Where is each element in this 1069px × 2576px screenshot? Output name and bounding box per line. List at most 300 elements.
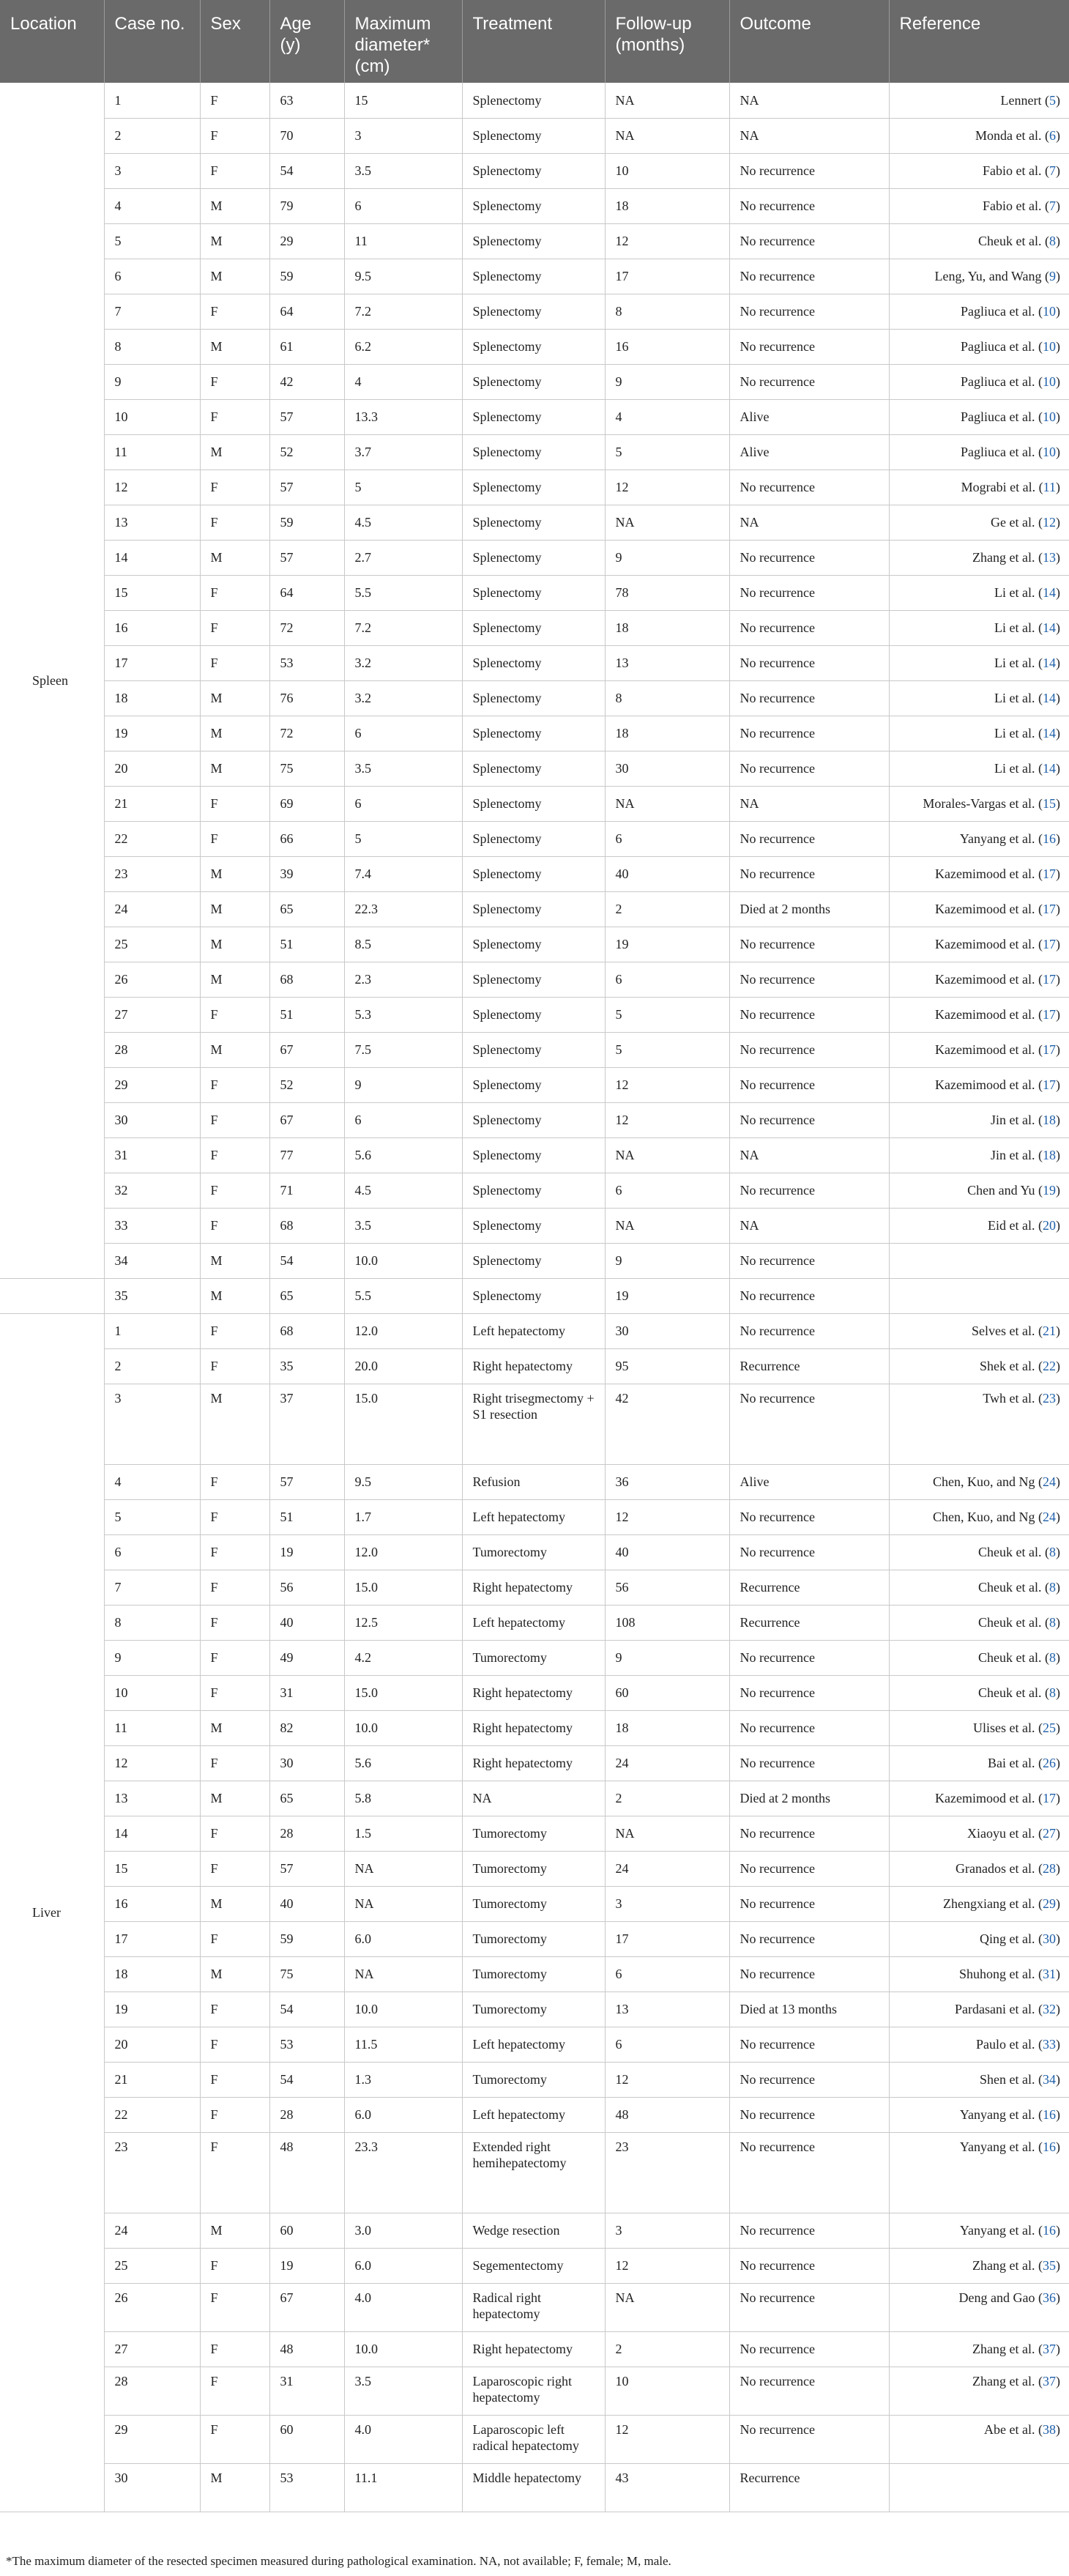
- age-cell: 51: [269, 1499, 344, 1534]
- sex-cell: M: [200, 434, 269, 469]
- reference-link[interactable]: 14: [1043, 691, 1056, 705]
- reference-link[interactable]: 11: [1043, 480, 1056, 494]
- treatment-cell: Splenectomy: [462, 1067, 605, 1102]
- outcome-cell: No recurrence: [729, 540, 889, 575]
- treatment-cell: Splenectomy: [462, 680, 605, 716]
- treatment-cell: Right hepatectomy: [462, 1675, 605, 1710]
- case-no-cell: 5: [104, 223, 200, 259]
- case-no-cell: 10: [104, 1675, 200, 1710]
- age-cell: 68: [269, 1208, 344, 1243]
- follow-up-cell: 6: [605, 1173, 729, 1208]
- header-follow-up: Follow-up (months): [605, 0, 729, 83]
- case-no-cell: 6: [104, 1534, 200, 1570]
- outcome-cell: NA: [729, 1208, 889, 1243]
- diameter-cell: 5: [344, 821, 462, 856]
- reference-link[interactable]: 37: [1043, 2342, 1056, 2356]
- age-cell: 30: [269, 1745, 344, 1781]
- reference-link[interactable]: 16: [1043, 831, 1056, 846]
- reference-link[interactable]: 8: [1049, 1580, 1056, 1595]
- case-no-cell: 31: [104, 1137, 200, 1173]
- diameter-cell: 6: [344, 716, 462, 751]
- treatment-cell: Splenectomy: [462, 610, 605, 645]
- follow-up-cell: NA: [605, 505, 729, 540]
- case-no-cell: 16: [104, 610, 200, 645]
- age-cell: 54: [269, 2062, 344, 2097]
- reference-link[interactable]: 7: [1049, 163, 1056, 178]
- outcome-cell: No recurrence: [729, 364, 889, 399]
- age-cell: 57: [269, 1851, 344, 1886]
- diameter-cell: 3.2: [344, 680, 462, 716]
- reference-link[interactable]: 18: [1043, 1113, 1056, 1127]
- follow-up-cell: 9: [605, 540, 729, 575]
- reference-link[interactable]: 10: [1043, 445, 1056, 459]
- reference-link[interactable]: 28: [1043, 1861, 1056, 1876]
- sex-cell: M: [200, 329, 269, 364]
- sex-cell: F: [200, 2415, 269, 2463]
- diameter-cell: 5.6: [344, 1745, 462, 1781]
- treatment-cell: Left hepatectomy: [462, 1605, 605, 1640]
- follow-up-cell: 18: [605, 716, 729, 751]
- table-row: [0, 856, 1069, 891]
- reference-author: Li et al.: [994, 585, 1035, 600]
- reference-author: Chen and Yu: [967, 1183, 1035, 1198]
- diameter-cell: 3.0: [344, 2213, 462, 2248]
- sex-cell: F: [200, 469, 269, 505]
- treatment-cell: Right trisegmectomy + S1 resection: [462, 1384, 605, 1464]
- sex-cell: F: [200, 1921, 269, 1956]
- reference-link[interactable]: 14: [1043, 761, 1056, 776]
- reference-link[interactable]: 27: [1043, 1826, 1056, 1841]
- outcome-cell: No recurrence: [729, 821, 889, 856]
- sex-cell: F: [200, 1137, 269, 1173]
- sex-cell: F: [200, 1605, 269, 1640]
- reference-cell: Bai et al. (26): [889, 1745, 1069, 1781]
- table-row: [0, 2331, 1069, 2367]
- reference-author: Lennert: [1000, 92, 1042, 108]
- diameter-cell: 4: [344, 364, 462, 399]
- case-no-cell: 30: [104, 1102, 200, 1137]
- case-no-cell: 25: [104, 2248, 200, 2283]
- outcome-cell: No recurrence: [729, 2097, 889, 2132]
- sex-cell: F: [200, 1851, 269, 1886]
- treatment-cell: Splenectomy: [462, 505, 605, 540]
- reference-link[interactable]: 34: [1043, 2072, 1056, 2087]
- diameter-cell: 2.3: [344, 962, 462, 997]
- diameter-cell: 12.0: [344, 1534, 462, 1570]
- table-row: [0, 1067, 1069, 1102]
- treatment-cell: Splenectomy: [462, 1243, 605, 1278]
- table-row: [0, 1921, 1069, 1956]
- reference-link[interactable]: 17: [1043, 1791, 1056, 1805]
- reference-author: Kazemimood et al.: [935, 972, 1035, 987]
- follow-up-cell: 17: [605, 1921, 729, 1956]
- table-row: [0, 1348, 1069, 1384]
- reference-link[interactable]: 23: [1043, 1390, 1056, 1406]
- reference-cell: Cheuk et al. (8): [889, 223, 1069, 259]
- table-row: [0, 1675, 1069, 1710]
- sex-cell: F: [200, 294, 269, 329]
- reference-cell: Yanyang et al. (16): [889, 2132, 1069, 2213]
- sex-cell: F: [200, 2331, 269, 2367]
- diameter-cell: 22.3: [344, 891, 462, 927]
- reference-link[interactable]: 17: [1043, 902, 1056, 916]
- outcome-cell: NA: [729, 118, 889, 153]
- treatment-cell: Splenectomy: [462, 821, 605, 856]
- reference-link[interactable]: 29: [1043, 1896, 1056, 1911]
- reference-link[interactable]: 9: [1049, 269, 1056, 283]
- age-cell: 40: [269, 1605, 344, 1640]
- reference-author: Kazemimood et al.: [935, 1042, 1035, 1057]
- table-row: [0, 2283, 1069, 2331]
- table-row: [0, 2097, 1069, 2132]
- reference-link[interactable]: 17: [1043, 1077, 1056, 1092]
- diameter-cell: 11.5: [344, 2027, 462, 2062]
- reference-cell: Pagliuca et al. (10): [889, 329, 1069, 364]
- treatment-cell: Left hepatectomy: [462, 2027, 605, 2062]
- reference-cell: Selves et al. (21): [889, 1313, 1069, 1348]
- treatment-cell: Splenectomy: [462, 1208, 605, 1243]
- sex-cell: F: [200, 2248, 269, 2283]
- sex-cell: M: [200, 927, 269, 962]
- reference-cell: Eid et al. (20): [889, 1208, 1069, 1243]
- table-row: [0, 1886, 1069, 1921]
- reference-author: Kazemimood et al.: [935, 902, 1035, 916]
- reference-link[interactable]: 12: [1043, 515, 1056, 530]
- reference-cell: Granados et al. (28): [889, 1851, 1069, 1886]
- location-cell: [0, 1278, 104, 1313]
- sex-cell: F: [200, 1348, 269, 1384]
- outcome-cell: No recurrence: [729, 645, 889, 680]
- age-cell: 53: [269, 2027, 344, 2062]
- diameter-cell: 5.3: [344, 997, 462, 1032]
- reference-link[interactable]: 8: [1049, 1650, 1056, 1665]
- diameter-cell: 10.0: [344, 1992, 462, 2027]
- age-cell: 40: [269, 1886, 344, 1921]
- reference-author: Zhang et al.: [972, 2258, 1035, 2273]
- age-cell: 48: [269, 2331, 344, 2367]
- reference-author: Jin et al.: [991, 1113, 1035, 1127]
- case-no-cell: 30: [104, 2463, 200, 2512]
- age-cell: 67: [269, 1102, 344, 1137]
- follow-up-cell: 5: [605, 997, 729, 1032]
- follow-up-cell: 6: [605, 2027, 729, 2062]
- reference-link[interactable]: 21: [1043, 1324, 1056, 1338]
- treatment-cell: Splenectomy: [462, 997, 605, 1032]
- sex-cell: M: [200, 1886, 269, 1921]
- diameter-cell: 10.0: [344, 1243, 462, 1278]
- table-row: [0, 575, 1069, 610]
- reference-link[interactable]: 38: [1043, 2421, 1056, 2437]
- case-no-cell: 11: [104, 434, 200, 469]
- reference-link[interactable]: 14: [1043, 585, 1056, 600]
- table-row: [0, 399, 1069, 434]
- outcome-cell: Recurrence: [729, 1570, 889, 1605]
- outcome-cell: No recurrence: [729, 188, 889, 223]
- age-cell: 28: [269, 1816, 344, 1851]
- table-row: [0, 2062, 1069, 2097]
- reference-cell: Li et al. (14): [889, 645, 1069, 680]
- reference-cell: [889, 1278, 1069, 1313]
- diameter-cell: 5: [344, 469, 462, 505]
- reference-author: Li et al.: [994, 761, 1035, 776]
- diameter-cell: 11: [344, 223, 462, 259]
- case-no-cell: 27: [104, 997, 200, 1032]
- diameter-cell: 3.5: [344, 2367, 462, 2415]
- age-cell: 52: [269, 434, 344, 469]
- reference-cell: Li et al. (14): [889, 716, 1069, 751]
- reference-link[interactable]: 32: [1043, 2002, 1056, 2016]
- table-row: [0, 1816, 1069, 1851]
- reference-link[interactable]: 16: [1043, 2139, 1056, 2154]
- reference-link[interactable]: 24: [1043, 1474, 1056, 1489]
- case-no-cell: 3: [104, 1384, 200, 1464]
- outcome-cell: Recurrence: [729, 1348, 889, 1384]
- reference-link[interactable]: 10: [1043, 409, 1056, 424]
- follow-up-cell: 30: [605, 1313, 729, 1348]
- reference-cell: Cheuk et al. (8): [889, 1570, 1069, 1605]
- diameter-cell: 6.0: [344, 2097, 462, 2132]
- case-no-cell: 1: [104, 83, 200, 118]
- age-cell: 75: [269, 751, 344, 786]
- age-cell: 53: [269, 645, 344, 680]
- age-cell: 39: [269, 856, 344, 891]
- reference-link[interactable]: 25: [1043, 1721, 1056, 1735]
- sex-cell: F: [200, 1745, 269, 1781]
- age-cell: 51: [269, 927, 344, 962]
- sex-cell: F: [200, 2097, 269, 2132]
- reference-link[interactable]: 16: [1043, 2107, 1056, 2122]
- follow-up-cell: 6: [605, 821, 729, 856]
- case-no-cell: 21: [104, 786, 200, 821]
- case-no-cell: 17: [104, 645, 200, 680]
- table-row: [0, 2367, 1069, 2415]
- table-row: [0, 680, 1069, 716]
- reference-cell: Jin et al. (18): [889, 1137, 1069, 1173]
- table-row: [0, 927, 1069, 962]
- treatment-cell: Right hepatectomy: [462, 2331, 605, 2367]
- reference-cell: Chen and Yu (19): [889, 1173, 1069, 1208]
- follow-up-cell: 12: [605, 2248, 729, 2283]
- table-row: [0, 1384, 1069, 1464]
- sex-cell: F: [200, 997, 269, 1032]
- reference-cell: Paulo et al. (33): [889, 2027, 1069, 2062]
- follow-up-cell: NA: [605, 83, 729, 118]
- reference-cell: Pagliuca et al. (10): [889, 399, 1069, 434]
- table-row: [0, 1781, 1069, 1816]
- reference-link[interactable]: 26: [1043, 1756, 1056, 1770]
- follow-up-cell: 12: [605, 1067, 729, 1102]
- reference-link[interactable]: 13: [1043, 550, 1056, 565]
- diameter-cell: 4.0: [344, 2415, 462, 2463]
- outcome-cell: No recurrence: [729, 153, 889, 188]
- reference-cell: Mograbi et al. (11): [889, 469, 1069, 505]
- treatment-cell: Splenectomy: [462, 891, 605, 927]
- sex-cell: M: [200, 1781, 269, 1816]
- follow-up-cell: NA: [605, 1137, 729, 1173]
- reference-author: Paulo et al.: [976, 2037, 1035, 2052]
- diameter-cell: 5.8: [344, 1781, 462, 1816]
- diameter-cell: 3: [344, 118, 462, 153]
- age-cell: 56: [269, 1570, 344, 1605]
- sex-cell: F: [200, 610, 269, 645]
- table-row: [0, 1173, 1069, 1208]
- reference-link[interactable]: 35: [1043, 2258, 1056, 2273]
- case-no-cell: 25: [104, 927, 200, 962]
- reference-link[interactable]: 14: [1043, 726, 1056, 740]
- case-no-cell: 16: [104, 1886, 200, 1921]
- case-no-cell: 13: [104, 505, 200, 540]
- table-row: [0, 259, 1069, 294]
- age-cell: 35: [269, 1348, 344, 1384]
- reference-link[interactable]: 24: [1043, 1510, 1056, 1524]
- reference-link[interactable]: 15: [1043, 796, 1056, 811]
- table-row: [0, 1851, 1069, 1886]
- reference-link[interactable]: 17: [1043, 937, 1056, 951]
- age-cell: 64: [269, 575, 344, 610]
- reference-link[interactable]: 10: [1043, 304, 1056, 319]
- diameter-cell: 15.0: [344, 1675, 462, 1710]
- table-row: [0, 997, 1069, 1032]
- age-cell: 57: [269, 540, 344, 575]
- case-no-cell: 33: [104, 1208, 200, 1243]
- follow-up-cell: 3: [605, 1886, 729, 1921]
- reference-link[interactable]: 8: [1049, 1685, 1056, 1700]
- treatment-cell: Tumorectomy: [462, 1886, 605, 1921]
- follow-up-cell: 12: [605, 2415, 729, 2463]
- table-row: [0, 153, 1069, 188]
- reference-link[interactable]: 6: [1049, 128, 1056, 143]
- treatment-cell: Splenectomy: [462, 716, 605, 751]
- reference-link[interactable]: 8: [1049, 234, 1056, 248]
- sex-cell: F: [200, 1640, 269, 1675]
- reference-link[interactable]: 16: [1043, 2223, 1056, 2238]
- reference-link[interactable]: 8: [1049, 1615, 1056, 1630]
- reference-author: Morales-Vargas et al.: [923, 796, 1035, 811]
- reference-link[interactable]: 14: [1043, 656, 1056, 670]
- case-no-cell: 20: [104, 2027, 200, 2062]
- reference-link[interactable]: 17: [1043, 1042, 1056, 1057]
- follow-up-cell: 6: [605, 962, 729, 997]
- reference-link[interactable]: 10: [1043, 374, 1056, 389]
- reference-link[interactable]: 37: [1043, 2373, 1056, 2388]
- reference-cell: Zhang et al. (13): [889, 540, 1069, 575]
- follow-up-cell: NA: [605, 2283, 729, 2331]
- outcome-cell: Recurrence: [729, 2463, 889, 2512]
- reference-link[interactable]: 18: [1043, 1148, 1056, 1162]
- table-row: [0, 1640, 1069, 1675]
- diameter-cell: 6: [344, 1102, 462, 1137]
- reference-link[interactable]: 14: [1043, 620, 1056, 635]
- follow-up-cell: NA: [605, 786, 729, 821]
- diameter-cell: 4.5: [344, 505, 462, 540]
- reference-link[interactable]: 17: [1043, 866, 1056, 881]
- outcome-cell: No recurrence: [729, 1243, 889, 1278]
- reference-link[interactable]: 7: [1049, 198, 1056, 213]
- sex-cell: F: [200, 1499, 269, 1534]
- outcome-cell: No recurrence: [729, 962, 889, 997]
- sex-cell: F: [200, 2132, 269, 2213]
- reference-cell: Xiaoyu et al. (27): [889, 1816, 1069, 1851]
- diameter-cell: 9: [344, 1067, 462, 1102]
- reference-link[interactable]: 10: [1043, 339, 1056, 354]
- diameter-cell: 1.7: [344, 1499, 462, 1534]
- diameter-cell: NA: [344, 1956, 462, 1992]
- sex-cell: M: [200, 540, 269, 575]
- reference-cell: Kazemimood et al. (17): [889, 997, 1069, 1032]
- sex-cell: F: [200, 1816, 269, 1851]
- table-row: [0, 2463, 1069, 2512]
- treatment-cell: Splenectomy: [462, 434, 605, 469]
- outcome-cell: No recurrence: [729, 469, 889, 505]
- outcome-cell: No recurrence: [729, 2062, 889, 2097]
- outcome-cell: No recurrence: [729, 575, 889, 610]
- reference-author: Pagliuca et al.: [961, 339, 1035, 354]
- follow-up-cell: 9: [605, 1243, 729, 1278]
- reference-link[interactable]: 19: [1043, 1183, 1056, 1198]
- reference-author: Bai et al.: [988, 1756, 1035, 1770]
- diameter-cell: 6.0: [344, 1921, 462, 1956]
- case-no-cell: 19: [104, 716, 200, 751]
- follow-up-cell: 43: [605, 2463, 729, 2512]
- treatment-cell: Splenectomy: [462, 1278, 605, 1313]
- sex-cell: M: [200, 1243, 269, 1278]
- age-cell: 72: [269, 716, 344, 751]
- case-no-cell: 29: [104, 1067, 200, 1102]
- case-no-cell: 9: [104, 364, 200, 399]
- sex-cell: F: [200, 1067, 269, 1102]
- reference-cell: Zhang et al. (37): [889, 2331, 1069, 2367]
- outcome-cell: No recurrence: [729, 2283, 889, 2331]
- reference-link[interactable]: 30: [1043, 1931, 1056, 1946]
- diameter-cell: 3.5: [344, 153, 462, 188]
- follow-up-cell: 10: [605, 2367, 729, 2415]
- reference-cell: Pagliuca et al. (10): [889, 294, 1069, 329]
- follow-up-cell: 12: [605, 2062, 729, 2097]
- treatment-cell: Splenectomy: [462, 927, 605, 962]
- treatment-cell: Splenectomy: [462, 1137, 605, 1173]
- reference-link[interactable]: 36: [1043, 2290, 1056, 2305]
- reference-link[interactable]: 17: [1043, 972, 1056, 987]
- reference-author: Kazemimood et al.: [935, 1007, 1035, 1022]
- outcome-cell: No recurrence: [729, 1675, 889, 1710]
- table-row: [0, 2415, 1069, 2463]
- age-cell: 70: [269, 118, 344, 153]
- reference-link[interactable]: 22: [1043, 1359, 1056, 1373]
- outcome-cell: No recurrence: [729, 1745, 889, 1781]
- age-cell: 72: [269, 610, 344, 645]
- follow-up-cell: 9: [605, 364, 729, 399]
- outcome-cell: No recurrence: [729, 2132, 889, 2213]
- follow-up-cell: 8: [605, 680, 729, 716]
- follow-up-cell: 18: [605, 188, 729, 223]
- sex-cell: F: [200, 153, 269, 188]
- age-cell: 59: [269, 259, 344, 294]
- reference-link[interactable]: 5: [1049, 92, 1056, 108]
- reference-link[interactable]: 8: [1049, 1545, 1056, 1559]
- reference-link[interactable]: 17: [1043, 1007, 1056, 1022]
- outcome-cell: No recurrence: [729, 2367, 889, 2415]
- reference-link[interactable]: 20: [1043, 1218, 1056, 1233]
- sex-cell: F: [200, 821, 269, 856]
- follow-up-cell: 42: [605, 1384, 729, 1464]
- reference-link[interactable]: 33: [1043, 2037, 1056, 2052]
- diameter-cell: 15: [344, 83, 462, 118]
- reference-link[interactable]: 31: [1043, 1967, 1056, 1981]
- outcome-cell: No recurrence: [729, 2027, 889, 2062]
- treatment-cell: Splenectomy: [462, 188, 605, 223]
- outcome-cell: No recurrence: [729, 927, 889, 962]
- treatment-cell: Splenectomy: [462, 469, 605, 505]
